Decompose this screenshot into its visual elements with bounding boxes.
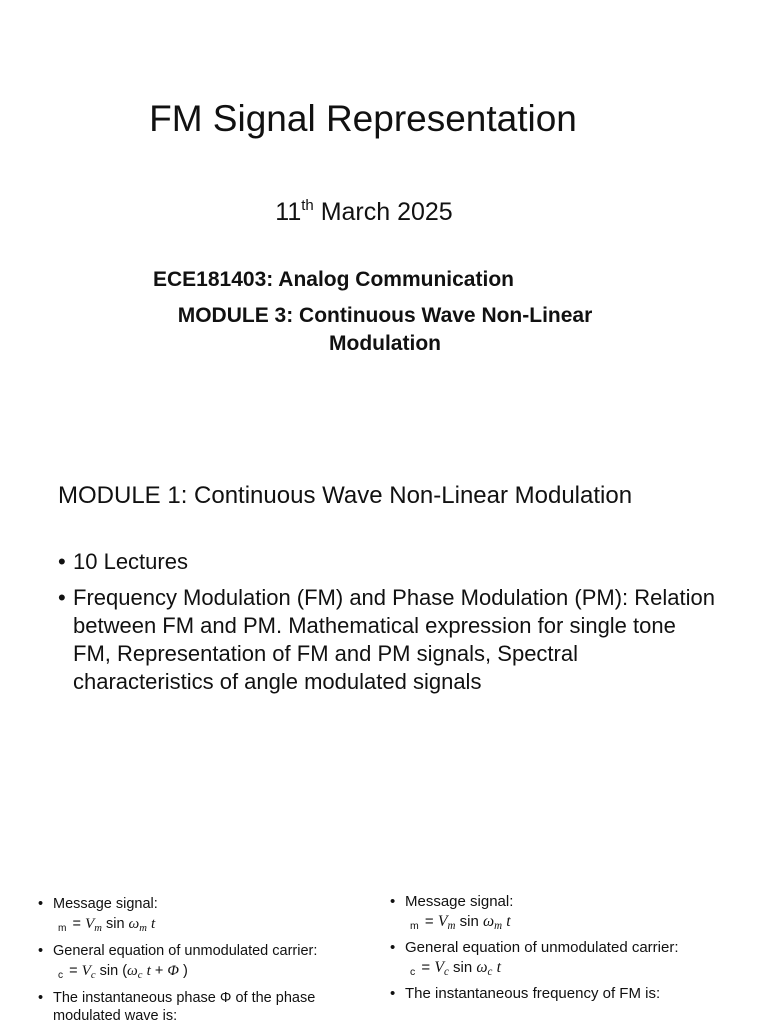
bullet-icon: • [390, 893, 396, 910]
item-text: General equation of unmodulated carrier: [53, 943, 318, 959]
bullet-icon: • [390, 985, 396, 1002]
module1-title: MODULE 1: Continuous Wave Non-Linear Modulation [58, 482, 633, 509]
date-rest: March 2025 [313, 198, 453, 226]
list-item [390, 985, 760, 1003]
bullet-icon: • [38, 943, 44, 959]
item-text: Message signal: [53, 896, 158, 912]
pm-notes-column [38, 895, 358, 1027]
syllabus-item [58, 548, 718, 576]
bullet-icon: • [38, 896, 44, 912]
carrier-equation: $_c = V_c$ $\sin (\omega_c$ t + Φ ) [58, 962, 188, 981]
slide-title: FM Signal Representation [149, 98, 577, 139]
list-item [390, 893, 760, 911]
item-text: The instantaneous frequency of FM is: [405, 985, 661, 1002]
bullet-icon: • [390, 939, 396, 956]
list-item [38, 895, 358, 913]
course-code: ECE181403: Analog Communication [153, 268, 514, 291]
item-text: Message signal: [405, 893, 514, 910]
slide-date [0, 190, 728, 228]
list-item [38, 989, 358, 1025]
syllabus-item [58, 584, 718, 696]
item-text: The instantaneous phase Φ of the phase modulated wave is: [53, 990, 316, 1024]
list-item [38, 942, 358, 960]
bullet-icon: • [38, 990, 44, 1006]
carrier-equation: $_c = V_c$ $\sin \omega_c$ t [410, 959, 501, 978]
item-text: General equation of unmodulated carrier: [405, 939, 679, 956]
date-day: 11 [275, 198, 302, 226]
bullet-icon: • [58, 585, 66, 610]
fm-notes-column [390, 893, 760, 1005]
module-heading: MODULE 3: Continuous Wave Non-Linear Modulation [177, 304, 593, 355]
list-item [390, 939, 760, 957]
message-equation: $_m = V_m$ $\sin \omega_m$ t [410, 913, 511, 932]
date-suffix: th [301, 197, 314, 214]
bullet-icon: • [58, 549, 66, 574]
message-equation: $_m = V_m$ $\sin \omega_m$ t [58, 915, 156, 934]
syllabus-text: Frequency Modulation (FM) and Phase Modulation (PM): Relation between FM and PM. Mathematical expression for single tone FM, Representation of FM and PM signals, Spectral characteristics of angle modulated signals [73, 585, 715, 694]
syllabus-list [58, 548, 718, 704]
syllabus-text: 10 Lectures [73, 549, 188, 574]
